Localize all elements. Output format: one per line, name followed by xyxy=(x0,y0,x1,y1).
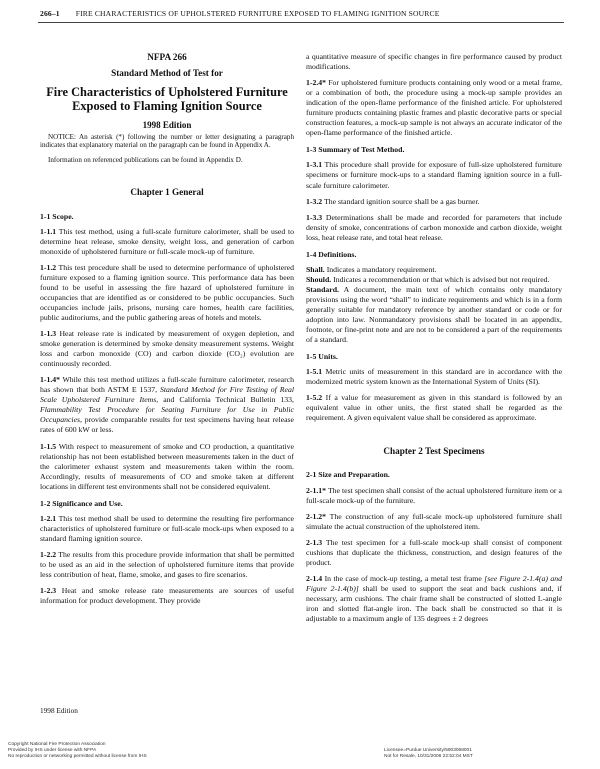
paragraph-text: The test specimen for a full-scale mock-up shall consist of component cushions that duplicate the thickness, construction, and design features of the product. xyxy=(306,537,562,567)
paragraph-1-1-3 xyxy=(40,329,294,369)
paragraph-1-5-1 xyxy=(306,367,562,387)
paragraph-number: 2-1.1* xyxy=(306,485,327,495)
edition-title: 1998 Edition xyxy=(142,119,192,130)
paragraph-2-1-1 xyxy=(306,486,562,506)
paragraph-1-3-1 xyxy=(306,160,562,190)
paragraph-1-5-2 xyxy=(306,393,562,423)
notice-asterisk: NOTICE: An asterisk (*) following the number or letter designating a paragraph indicates that explanatory material on the paragraph can be found in Appendix A. xyxy=(40,132,294,150)
paragraph-1-1-5 xyxy=(40,442,294,492)
copyright-notice xyxy=(8,742,147,760)
licensee-line: Licensee=Purdue University/5903068001 xyxy=(384,748,472,753)
paragraph-number: 1-2.2 xyxy=(40,549,57,559)
definition-standard xyxy=(306,285,562,345)
chapter-2-heading: Chapter 2 Test Specimens xyxy=(383,446,485,457)
header-rule xyxy=(38,22,564,23)
footer-edition: 1998 Edition xyxy=(40,706,78,715)
page-number: 266–1 xyxy=(40,9,60,18)
paragraph-number: 1-2.1 xyxy=(40,513,57,523)
paragraph-2-1-4 xyxy=(306,574,562,624)
paragraph-text: This test procedure shall be used to determine performance of upholstered furniture exposed to a flaming ignition source. This performance data has been found to be useful in assessing the fire hazard of upholstered furniture in occupancies that are identified as or considered to be public occupancies. Such occupancies include jails, prisons, nursing care homes, health care facilities, public auditoriums, and the public gathering areas of hotels and motels. xyxy=(40,262,294,323)
paragraph-number: 2-1.4 xyxy=(306,573,323,583)
paragraph-text: This test method, using a full-scale furniture calorimeter, shall be used to determine heat release, smoke density, weight loss, and generation of carbon monoxide of upholstered furniture or full-scale mock-up of furniture. xyxy=(40,226,294,256)
paragraph-1-2-3 xyxy=(40,586,294,606)
paragraph-text: In the case of mock-up testing, a metal test frame xyxy=(324,573,482,583)
copyright-line: Copyright National Fire Protection Association xyxy=(8,742,106,747)
paragraph-text: For upholstered furniture products containing only wood or a metal frame, or a combination of both, the procedure using a mock-up sample provides an indication of the open-flame performance of the finished article. For upholstered furniture products containing plastic frames and plastic decorative parts or special construction features, a mock-up sample is not always an accurate indicator of the open-flame performance of the finished article. xyxy=(306,78,562,138)
paragraph-text: shall be used to support the seat and back cushions and, if necessary, arm cushions. The chair frame shall be constructed of slotted L-angle iron and slotted flat-angle iron. The back shall be constructed so that it is adjustable to a maximum angle of 135 degrees ± 2 degrees xyxy=(306,583,562,624)
section-1-2-heading: 1-2 Significance and Use. xyxy=(40,498,123,508)
paragraph-text: Determinations shall be made and recorded for parameters that include density of smoke, concentrations of carbon monoxide and carbon dioxide, weight loss, heat release rate, and total heat release. xyxy=(306,212,563,242)
standard-number: NFPA 266 xyxy=(147,52,187,62)
paragraph-number: 2-1.3 xyxy=(306,537,323,547)
paragraph-number: 1-5.2 xyxy=(306,393,323,403)
paragraph-text: The test specimen shall consist of the actual upholstered furniture item or a full-scale mock-up of the furniture. xyxy=(306,485,562,505)
definition-term: Standard. xyxy=(306,284,339,294)
paragraph-text: provide comparable results for test specimens having heat release rates of 600 kW or less. xyxy=(40,415,295,435)
paragraph-text: The construction of any full-scale mock-up upholstered furniture shall simulate the actual construction of the upholstered item. xyxy=(306,511,562,531)
definition-shall xyxy=(306,265,562,275)
document-title: Fire Characteristics of Upholstered Furniture Exposed to Flaming Ignition Source xyxy=(46,85,288,114)
paragraph-text: Heat and smoke release rate measurements are sources of useful information for product development. They provide xyxy=(40,586,294,606)
paragraph-number: 1-1.1 xyxy=(40,226,57,236)
running-header xyxy=(40,9,562,18)
paragraph-2-1-2 xyxy=(306,512,562,532)
citation-astm-title: Standard Method for Fire Testing of Real Scale Upholstered Furniture Items, xyxy=(40,385,294,405)
paragraph-number: 1-3.2 xyxy=(306,196,323,206)
paragraph-text: While this test method utilizes a full-scale furniture calorimeter, research has shown that both ASTM E 1537, xyxy=(40,375,294,395)
paragraph-1-1-4 xyxy=(40,375,294,435)
resale-line: Not for Resale, 10/31/2006 22:52:04 MST xyxy=(384,753,473,759)
paragraph-number: 1-2.3 xyxy=(40,586,57,596)
definition-text: A document, the main text of which contains only mandatory provisions using the word “shall” to indicate requirements and which is in a form generally suitable for mandatory reference by another standard or code or for adoption into law. Nonmandatory provisions shall be located in an appendix, footnote, or fine-print note and are not to be considered a part of the requirements of a standard. xyxy=(306,284,562,345)
paragraph-number: 1-3.1 xyxy=(306,160,323,170)
paragraph-1-2-2 xyxy=(40,550,294,580)
paragraph-text: If a value for measurement as given in this standard is followed by an equivalent value in other units, the first stated shall be regarded as the requirement. A given equivalent value shall be considered as approximate. xyxy=(306,393,562,423)
paragraph-text: The standard ignition source shall be a gas burner. xyxy=(323,196,480,206)
definition-term: Shall. xyxy=(306,264,325,274)
definition-text: Indicates a recommendation or that which is advised but not required. xyxy=(333,274,550,284)
paragraph-number: 1-2.4* xyxy=(306,78,327,88)
paragraph-text: Heat release rate is indicated by measurement of oxygen depletion, and smoke generation is determined by smoke density measurement systems. Weight loss and carbon monoxide (CO) and carbon dioxide (CO₂) evolution are continuously recorded. xyxy=(40,329,294,369)
paragraph-1-1-2 xyxy=(40,263,294,323)
definition-should xyxy=(306,275,562,285)
paragraph-1-3-2 xyxy=(306,197,562,207)
running-title: FIRE CHARACTERISTICS OF UPHOLSTERED FURNITURE EXPOSED TO FLAMING IGNITION SOURCE xyxy=(75,9,440,18)
section-1-1-heading: 1-1 Scope. xyxy=(40,211,74,221)
paragraph-text: and California Technical Bulletin 133, xyxy=(163,395,294,405)
section-2-1-heading: 2-1 Size and Preparation. xyxy=(306,470,390,480)
paragraph-text: This procedure shall provide for exposure of full-size upholstered furniture specimens or furniture mock-ups to a standard flaming ignition source in a full-scale furniture calorimeter. xyxy=(306,160,562,190)
standard-subtitle: Standard Method of Test for xyxy=(111,68,223,78)
section-1-3-heading: 1-3 Summary of Test Method. xyxy=(306,145,405,155)
paragraph-1-3-3 xyxy=(306,213,562,243)
paragraph-text: The results from this procedure provide information that shall be permitted to be used as an aid in the selection of upholstered furniture items that provide less contribution of heat, flame, smoke, and gases to fire scenarios. xyxy=(40,549,294,580)
paragraph-text: This test method shall be used to determine the resulting fire performance characteristics of upholstered furniture or full-scale mock-ups when exposed to a standard flaming ignition source. xyxy=(40,513,294,543)
licensee-notice xyxy=(384,748,473,760)
paragraph-text: With respect to measurement of smoke and CO production, a quantitative relationship has not been established between measurements taken in the duct of the calorimeter exhaust system and measurements taken within the room. Accordingly, results of measurements of CO and smoke taken at different locations in different test environments shall not be considered equivalent. xyxy=(40,441,294,491)
left-column xyxy=(40,52,294,612)
paragraph-1-2-3-continued: a quantitative measure of specific changes in fire performance caused by product modifications. xyxy=(306,52,562,72)
paragraph-number: 2-1.2* xyxy=(306,511,327,521)
section-1-4-heading: 1-4 Definitions. xyxy=(306,249,357,259)
right-column xyxy=(306,52,562,630)
paragraph-1-2-4 xyxy=(306,78,562,138)
figure-reference: [see Figure 2-1.4(a) and Figure 2-1.4(b)] xyxy=(306,573,563,593)
paragraph-number: 1-5.1 xyxy=(306,367,323,377)
definition-term: Should. xyxy=(306,274,332,284)
notice-references: Information on referenced publications can be found in Appendix D. xyxy=(48,156,243,164)
paragraph-1-1-1 xyxy=(40,227,294,257)
reproduction-line: No reproduction or networking permitted without license from IHS xyxy=(8,753,147,759)
paragraph-number: 1-1.5 xyxy=(40,441,57,451)
paragraph-number: 1-1.2 xyxy=(40,262,57,272)
citation-tb133-title: Flammability Test Procedure for Seating Furniture for Use in Public Occupancies, xyxy=(40,405,294,425)
chapter-1-heading: Chapter 1 General xyxy=(130,186,204,197)
paragraph-number: 1-1.3 xyxy=(40,329,57,339)
paragraph-number: 1-3.3 xyxy=(306,212,323,222)
license-line: Provided by IHS under license with NFPA xyxy=(8,747,97,753)
definition-text: Indicates a mandatory requirement. xyxy=(326,264,437,274)
paragraph-1-2-1 xyxy=(40,514,294,544)
paragraph-2-1-3 xyxy=(306,538,562,568)
paragraph-number: 1-1.4* xyxy=(40,375,61,385)
paragraph-text: Metric units of measurement in this standard are in accordance with the modernized metric system known as the International System of Units (SI). xyxy=(306,367,563,387)
section-1-5-heading: 1-5 Units. xyxy=(306,352,338,362)
